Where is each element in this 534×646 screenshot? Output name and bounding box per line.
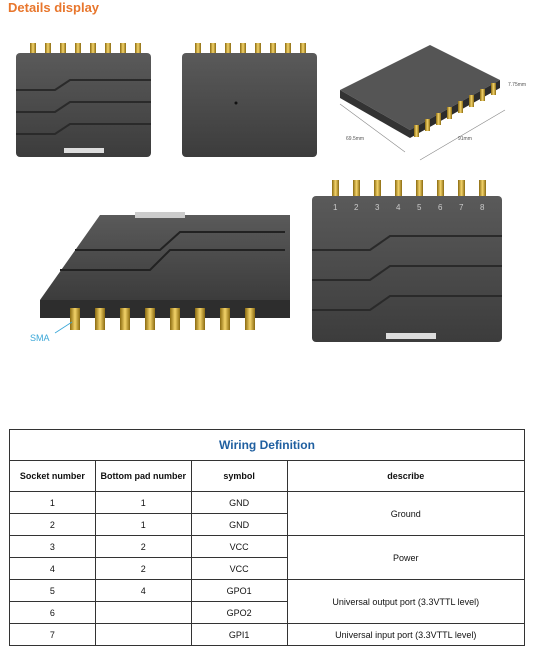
header-pad: Bottom pad number bbox=[95, 461, 191, 492]
socket-cell: 2 bbox=[10, 514, 96, 536]
port-number: 2 bbox=[354, 203, 359, 212]
symbol-cell: GPI1 bbox=[191, 624, 287, 646]
header-symbol: symbol bbox=[191, 461, 287, 492]
header-socket: Socket number bbox=[10, 461, 96, 492]
section-heading: Details display bbox=[8, 0, 100, 15]
port-number: 4 bbox=[396, 203, 401, 212]
symbol-cell: GND bbox=[191, 514, 287, 536]
port-number: 5 bbox=[417, 203, 422, 212]
table-row bbox=[10, 536, 525, 558]
table-caption: Wiring Definition bbox=[10, 430, 525, 461]
symbol-cell: GPO2 bbox=[191, 602, 287, 624]
wiring-definition-table bbox=[9, 429, 525, 646]
table-row bbox=[10, 624, 525, 646]
pad-cell: 4 bbox=[95, 580, 191, 602]
symbol-cell: VCC bbox=[191, 558, 287, 580]
pad-cell bbox=[95, 624, 191, 646]
pad-cell bbox=[95, 602, 191, 624]
pad-cell: 1 bbox=[95, 514, 191, 536]
photo-numbered-view bbox=[312, 180, 502, 342]
table-row bbox=[10, 580, 525, 602]
symbol-cell: GPO1 bbox=[191, 580, 287, 602]
photo-dimensions-view bbox=[340, 45, 526, 160]
describe-cell: Ground bbox=[287, 492, 524, 536]
describe-cell: Universal output port (3.3VTTL level) bbox=[287, 580, 524, 624]
dimension-length: 91mm bbox=[458, 136, 472, 142]
port-number: 3 bbox=[375, 203, 380, 212]
socket-cell: 3 bbox=[10, 536, 96, 558]
symbol-cell: GND bbox=[191, 492, 287, 514]
symbol-cell: VCC bbox=[191, 536, 287, 558]
port-number: 1 bbox=[333, 203, 338, 212]
sma-label: SMA bbox=[30, 333, 50, 343]
port-number: 6 bbox=[438, 203, 443, 212]
port-number: 7 bbox=[459, 203, 464, 212]
describe-cell: Power bbox=[287, 536, 524, 580]
socket-cell: 7 bbox=[10, 624, 96, 646]
photo-angled-view bbox=[30, 212, 290, 343]
photo-back-view bbox=[182, 43, 317, 157]
photo-front-view bbox=[16, 43, 151, 157]
dimension-height: 7.75mm bbox=[508, 82, 527, 88]
pad-cell: 2 bbox=[95, 536, 191, 558]
pad-cell: 1 bbox=[95, 492, 191, 514]
port-number: 8 bbox=[480, 203, 485, 212]
describe-cell: Universal input port (3.3VTTL level) bbox=[287, 624, 524, 646]
socket-cell: 5 bbox=[10, 580, 96, 602]
socket-cell: 6 bbox=[10, 602, 96, 624]
pad-cell: 2 bbox=[95, 558, 191, 580]
socket-cell: 4 bbox=[10, 558, 96, 580]
dimension-width: 69.5mm bbox=[346, 136, 365, 142]
table-row bbox=[10, 492, 525, 514]
header-describe: describe bbox=[287, 461, 524, 492]
socket-cell: 1 bbox=[10, 492, 96, 514]
